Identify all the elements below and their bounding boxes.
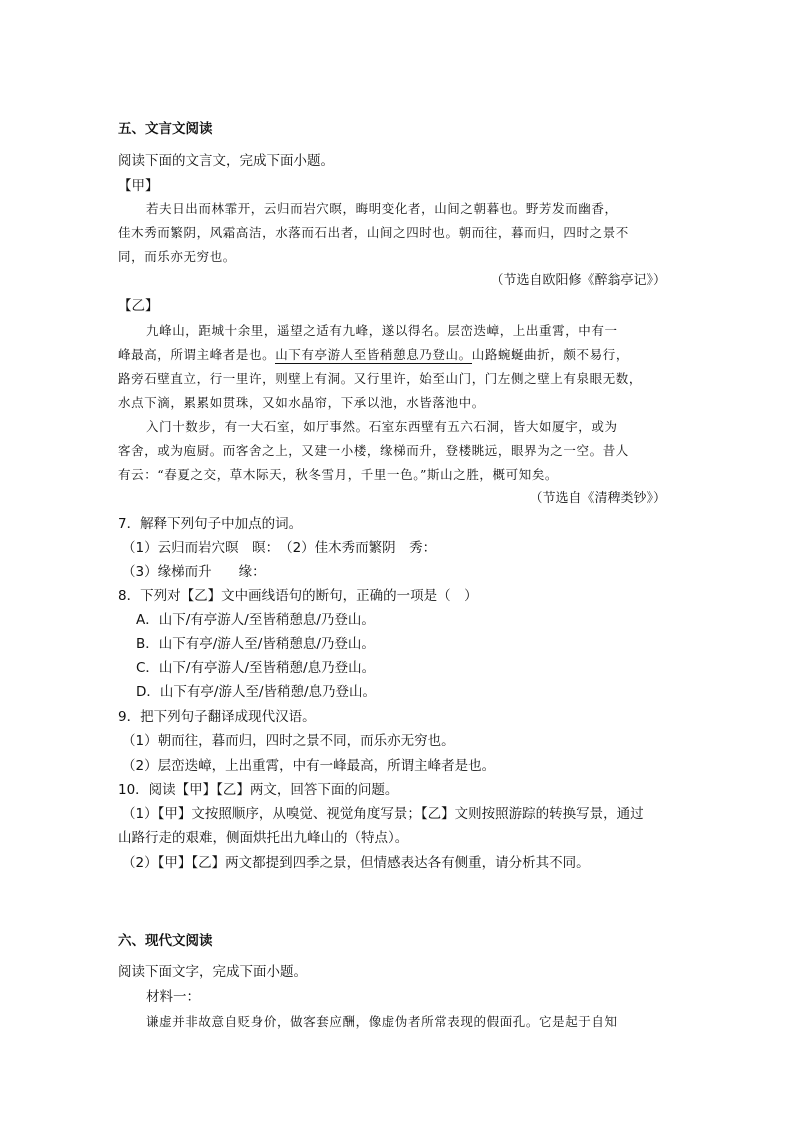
question-9-stem: 9．把下列句子翻译成现代汉语。: [118, 709, 316, 725]
section6-heading: 六、现代文阅读: [118, 933, 213, 949]
material-text-line: 谦虚并非故意自贬身价，做客套应酬，像虚伪者所常表现的假面孔。它是起于自知: [146, 1014, 618, 1029]
passage-yi-line: 九峰山，距城十余里，遥望之适有九峰，遂以得名。层峦迭嶂，上出重霄，中有一: [146, 323, 618, 338]
question-10-item: 山路行走的艰难，侧面烘托出九峰山的（特点）。: [118, 830, 409, 846]
section5-heading: 五、文言文阅读: [118, 121, 213, 137]
question-8-option-d: D．山下有亭/游人至/皆稍憩/息乃登山。: [136, 684, 377, 700]
question-8-stem: 8．下列对【乙】文中画线语句的断句，正确的一项是（ ）: [118, 588, 478, 604]
question-10-stem: 10．阅读【甲】【乙】两文，回答下面的问题。: [118, 782, 399, 798]
material-label: 材料一：: [146, 989, 200, 1005]
question-8-option-a: A．山下/有亭游人/至皆稍憩息/乃登山。: [136, 612, 375, 628]
passage-yi-line: 水点下滴，累累如贯珠，又如水晶帘，下承以池，水皆落池中。: [118, 395, 485, 410]
passage-yi-line: 有云：“春夏之交，草木际天，秋冬雪月，千里一色。”斯山之胜，概可知矣。: [118, 467, 559, 482]
passage-jia-line: 同，而乐亦无穷也。: [118, 249, 236, 264]
question-7-row: （3）缘梯而升 缘：: [122, 564, 266, 580]
passage-yi-line: 入门十数步，有一大石室，如厅事然。石室东西壁有五六石洞，皆大如厦宇，或为: [146, 419, 618, 434]
section5-instruction: 阅读下面的文言文，完成下面小题。: [118, 153, 334, 169]
passage-jia-source: （节选自欧阳修《醉翁亭记》）: [490, 273, 666, 288]
question-8-option-b: B．山下有亭/游人至/皆稍憩息/乃登山。: [136, 636, 375, 652]
passage-jia-label: 【甲】: [118, 178, 159, 194]
passage-yi-line: [118, 346, 629, 364]
passage-yi-text: 山路蜿蜒曲折，颇不易行，: [471, 347, 629, 362]
passage-yi-text: 峰最高，所谓主峰者是也。: [118, 347, 276, 362]
section6-instruction: 阅读下面文字，完成下面小题。: [118, 964, 307, 980]
passage-yi-label: 【乙】: [118, 298, 159, 314]
passage-jia-line: 若夫日出而林霏开，云归而岩穴暝，晦明变化者，山间之朝暮也。野芳发而幽香，: [146, 201, 618, 216]
passage-yi-source: （节选自《清稗类钞》）: [529, 491, 666, 506]
question-10-item: （2）【甲】【乙】两文都提到四季之景，但情感表达各有侧重，请分析其不同。: [122, 855, 590, 871]
question-7-stem: 7．解释下列句子中加点的词。: [118, 516, 303, 532]
passage-yi-line: 客舍，或为庖厨。而客舍之上，又建一小楼，缘梯而升，登楼眺远，眼界为之一空。昔人: [118, 443, 629, 458]
question-8-option-c: C．山下/有亭游人/至皆稍憩/息乃登山。: [136, 660, 376, 676]
question-10-item: （1）【甲】文按照顺序，从嗅觉、视觉角度写景；【乙】文则按照游踪的转换写景，通过: [122, 806, 644, 822]
question-7-row: （1）云归而岩穴暝 暝： （2）佳木秀而繁阴 秀：: [122, 540, 437, 556]
question-9-item: （2）层峦迭嶂，上出重霄，中有一峰最高，所谓主峰者是也。: [122, 758, 496, 774]
passage-jia-line: 佳木秀而繁阴，风霜高洁，水落而石出者，山间之四时也。朝而往，暮而归，四时之景不: [118, 225, 629, 240]
passage-yi-line: 路旁石壁直立，行一里许，则壁上有洞。又行里许，始至山门，门左侧之壁上有泉眼无数，: [118, 371, 643, 386]
underlined-sentence: 山下有亭游人至皆稍憩息乃登山。: [275, 347, 472, 362]
question-9-item: （1）朝而往，暮而归，四时之景不同，而乐亦无穷也。: [122, 733, 455, 749]
